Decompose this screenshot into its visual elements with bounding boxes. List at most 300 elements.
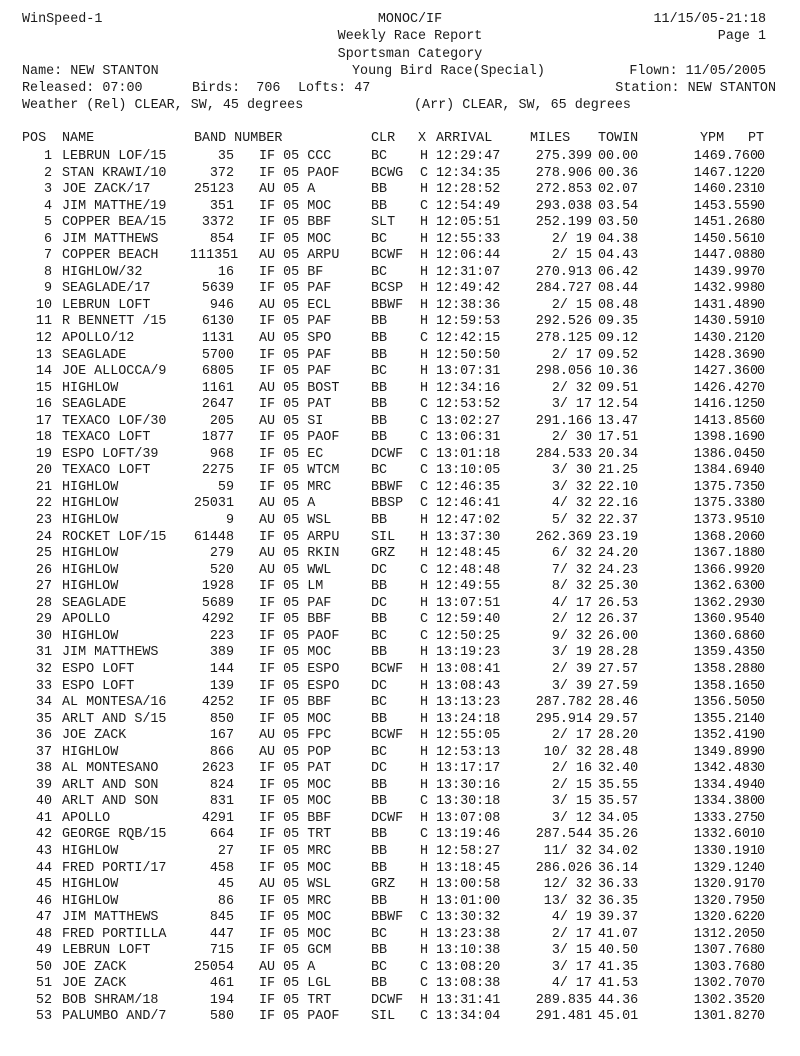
band-id-cell: IF 05 PAOF: [259, 430, 340, 446]
band-id-cell: IF 05 PAF: [259, 347, 332, 363]
miles-cell: 284.727: [535, 281, 592, 297]
name-cell: HIGHLOW: [62, 579, 119, 595]
col-band-number: BAND NUMBER: [194, 131, 283, 146]
clr-cell: BCWF: [371, 661, 404, 677]
band-cell: 1928: [201, 579, 234, 595]
x-cell: H: [420, 595, 429, 611]
pos-cell: 16: [35, 397, 52, 413]
towin-cell: 09.35: [598, 314, 639, 330]
pt-cell: 0: [757, 182, 766, 198]
towin-cell: 03.54: [598, 198, 639, 214]
pt-cell: 0: [757, 695, 766, 711]
arrival-cell: 13:07:31: [436, 364, 501, 380]
band-cell: 845: [209, 910, 234, 926]
arrival-cell: 12:50:50: [436, 347, 501, 363]
pos-cell: 4: [43, 198, 52, 214]
flown-date: Flown: 11/05/2005: [629, 64, 766, 79]
clr-cell: BB: [371, 198, 388, 214]
name-cell: HIGHLOW: [62, 562, 119, 578]
ypm-cell: 1303.768: [693, 959, 758, 975]
miles-cell: 284.533: [535, 446, 592, 462]
pt-cell: 0: [757, 397, 766, 413]
ypm-cell: 1386.045: [693, 446, 758, 462]
band-id-cell: IF 05 LM: [259, 579, 324, 595]
arrival-cell: 12:58:27: [436, 843, 501, 859]
band-id-cell: AU 05 A: [259, 496, 316, 512]
miles-cell: 7/ 32: [551, 562, 592, 578]
name-cell: LEBRUN LOF/15: [62, 149, 167, 164]
miles-cell: 3/ 12: [551, 810, 592, 826]
clr-cell: BB: [371, 430, 388, 446]
towin-cell: 32.40: [598, 761, 639, 777]
clr-cell: BB: [371, 380, 388, 396]
pt-cell: 0: [757, 297, 766, 313]
band-cell: 144: [209, 661, 234, 677]
race-type: Young Bird Race(Special): [352, 64, 545, 79]
table-row: [0, 910, 800, 927]
pos-cell: 36: [35, 728, 52, 744]
table-row: [0, 348, 800, 365]
weather-release: Weather (Rel) CLEAR, SW, 45 degrees: [22, 98, 304, 113]
pt-cell: 0: [757, 810, 766, 826]
x-cell: H: [420, 347, 429, 363]
ypm-cell: 1302.707: [693, 976, 758, 992]
x-cell: H: [420, 761, 429, 777]
band-id-cell: IF 05 LGL: [259, 976, 332, 992]
arrival-cell: 13:10:38: [436, 943, 501, 959]
pos-cell: 52: [35, 992, 52, 1008]
band-cell: 824: [209, 777, 234, 793]
table-row: [0, 596, 800, 613]
band-id-cell: IF 05 MRC: [259, 843, 332, 859]
band-id-cell: IF 05 PAF: [259, 364, 332, 380]
miles-cell: 3/ 17: [551, 397, 592, 413]
band-cell: 4252: [201, 695, 234, 711]
pt-cell: 0: [757, 959, 766, 975]
ypm-cell: 1359.435: [693, 645, 758, 661]
arrival-cell: 13:23:38: [436, 926, 501, 942]
table-row: [0, 927, 800, 944]
x-cell: H: [420, 264, 429, 280]
pt-cell: 0: [757, 331, 766, 347]
ypm-cell: 1342.483: [693, 761, 758, 777]
arrival-cell: 12:34:16: [436, 380, 501, 396]
miles-cell: 3/ 15: [551, 794, 592, 810]
pt-cell: 0: [757, 645, 766, 661]
ypm-cell: 1430.591: [693, 314, 758, 330]
table-row: [0, 496, 800, 513]
name-cell: ESPO LOFT/39: [62, 446, 159, 462]
x-cell: C: [420, 413, 429, 429]
miles-cell: 275.399: [535, 149, 592, 164]
station-name: Station: NEW STANTON: [615, 81, 776, 96]
pos-cell: 19: [35, 446, 52, 462]
pos-cell: 51: [35, 976, 52, 992]
pt-cell: 0: [757, 877, 766, 893]
table-row: [0, 579, 800, 596]
towin-cell: 39.37: [598, 910, 639, 926]
results-table: [0, 149, 800, 1026]
towin-cell: 21.25: [598, 463, 639, 479]
miles-cell: 10/ 32: [543, 744, 592, 760]
miles-cell: 2/ 17: [551, 926, 592, 942]
arrival-cell: 12:48:48: [436, 562, 501, 578]
clr-cell: BBSP: [371, 496, 404, 512]
towin-cell: 41.07: [598, 926, 639, 942]
name-cell: ARLT AND S/15: [62, 711, 167, 727]
ypm-cell: 1469.760: [693, 149, 758, 164]
col-pos: POS: [22, 131, 47, 146]
table-row: [0, 861, 800, 878]
towin-cell: 08.44: [598, 281, 639, 297]
miles-cell: 2/ 32: [551, 380, 592, 396]
col-towin: TOWIN: [598, 131, 639, 146]
table-row: [0, 397, 800, 414]
pt-cell: 0: [757, 380, 766, 396]
towin-cell: 25.30: [598, 579, 639, 595]
clr-cell: BBWF: [371, 479, 404, 495]
table-row: [0, 281, 800, 298]
pos-cell: 44: [35, 860, 52, 876]
pt-cell: 0: [757, 761, 766, 777]
pos-cell: 27: [35, 579, 52, 595]
x-cell: C: [420, 628, 429, 644]
miles-cell: 298.056: [535, 364, 592, 380]
towin-cell: 22.37: [598, 513, 639, 529]
x-cell: H: [420, 149, 429, 164]
band-id-cell: IF 05 BBF: [259, 612, 332, 628]
name-cell: HIGHLOW: [62, 893, 119, 909]
table-row: [0, 199, 800, 216]
clr-cell: BB: [371, 893, 388, 909]
name-cell: TEXACO LOF/30: [62, 413, 167, 429]
clr-cell: BB: [371, 794, 388, 810]
band-cell: 389: [209, 645, 234, 661]
x-cell: C: [420, 198, 429, 214]
ypm-cell: 1460.231: [693, 182, 758, 198]
band-cell: 223: [209, 628, 234, 644]
pos-cell: 42: [35, 827, 52, 843]
pos-cell: 6: [43, 231, 52, 247]
arrival-cell: 12:53:52: [436, 397, 501, 413]
band-cell: 447: [209, 926, 234, 942]
clr-cell: DCWF: [371, 992, 404, 1008]
towin-cell: 28.20: [598, 728, 639, 744]
clr-cell: DC: [371, 562, 388, 578]
towin-cell: 00.36: [598, 165, 639, 181]
ypm-cell: 1430.212: [693, 331, 758, 347]
pos-cell: 53: [35, 1009, 52, 1025]
arrival-cell: 13:06:31: [436, 430, 501, 446]
towin-cell: 08.48: [598, 297, 639, 313]
miles-cell: 293.038: [535, 198, 592, 214]
x-cell: H: [420, 926, 429, 942]
miles-cell: 3/ 19: [551, 645, 592, 661]
clr-cell: BB: [371, 860, 388, 876]
pt-cell: 0: [757, 231, 766, 247]
clr-cell: BC: [371, 959, 388, 975]
towin-cell: 22.10: [598, 479, 639, 495]
ypm-cell: 1451.268: [693, 215, 758, 231]
arrival-cell: 12:28:52: [436, 182, 501, 198]
pos-cell: 30: [35, 628, 52, 644]
table-row: [0, 215, 800, 232]
pt-cell: 0: [757, 976, 766, 992]
name-cell: GEORGE RQB/15: [62, 827, 167, 843]
pt-cell: 0: [757, 661, 766, 677]
towin-cell: 09.12: [598, 331, 639, 347]
x-cell: H: [420, 297, 429, 313]
name-cell: HIGHLOW: [62, 513, 119, 529]
clr-cell: DC: [371, 595, 388, 611]
band-id-cell: IF 05 BF: [259, 264, 324, 280]
miles-cell: 2/ 30: [551, 430, 592, 446]
band-cell: 1877: [201, 430, 234, 446]
towin-cell: 04.43: [598, 248, 639, 264]
band-id-cell: IF 05 BBF: [259, 810, 332, 826]
x-cell: H: [420, 810, 429, 826]
band-cell: 61448: [193, 529, 234, 545]
name-cell: ROCKET LOF/15: [62, 529, 167, 545]
x-cell: C: [420, 1009, 429, 1025]
band-cell: 6805: [201, 364, 234, 380]
pt-cell: 0: [757, 926, 766, 942]
clr-cell: BBWF: [371, 910, 404, 926]
name-cell: TEXACO LOFT: [62, 463, 151, 479]
pos-cell: 13: [35, 347, 52, 363]
ypm-cell: 1349.899: [693, 744, 758, 760]
arrival-cell: 12:49:55: [436, 579, 501, 595]
x-cell: H: [420, 231, 429, 247]
table-row: [0, 381, 800, 398]
towin-cell: 34.05: [598, 810, 639, 826]
table-row: [0, 976, 800, 993]
clr-cell: BB: [371, 711, 388, 727]
name-cell: JOE ZACK/17: [62, 182, 151, 198]
band-id-cell: AU 05 ECL: [259, 297, 332, 313]
ypm-cell: 1355.214: [693, 711, 758, 727]
pt-cell: 0: [757, 413, 766, 429]
arrival-cell: 13:30:16: [436, 777, 501, 793]
band-cell: 2623: [201, 761, 234, 777]
band-id-cell: AU 05 SPO: [259, 331, 332, 347]
ypm-cell: 1426.427: [693, 380, 758, 396]
ypm-cell: 1334.380: [693, 794, 758, 810]
table-row: [0, 695, 800, 712]
miles-cell: 291.166: [535, 413, 592, 429]
x-cell: C: [420, 331, 429, 347]
pos-cell: 43: [35, 843, 52, 859]
clr-cell: BC: [371, 231, 388, 247]
arrival-cell: 13:13:23: [436, 695, 501, 711]
miles-cell: 278.125: [535, 331, 592, 347]
ypm-cell: 1352.419: [693, 728, 758, 744]
name-cell: TEXACO LOFT: [62, 430, 151, 446]
ypm-cell: 1431.489: [693, 297, 758, 313]
table-row: [0, 480, 800, 497]
arrival-cell: 12:49:42: [436, 281, 501, 297]
band-cell: 831: [209, 794, 234, 810]
miles-cell: 272.853: [535, 182, 592, 198]
arrival-cell: 13:19:46: [436, 827, 501, 843]
band-id-cell: IF 05 MOC: [259, 910, 332, 926]
band-cell: 45: [217, 877, 234, 893]
band-id-cell: IF 05 PAT: [259, 397, 332, 413]
band-cell: 1161: [201, 380, 234, 396]
clr-cell: BC: [371, 926, 388, 942]
ypm-cell: 1362.630: [693, 579, 758, 595]
released-time: Released: 07:00: [22, 81, 143, 96]
col-miles: MILES: [530, 131, 571, 146]
band-cell: 3372: [201, 215, 234, 231]
band-id-cell: IF 05 MOC: [259, 777, 332, 793]
clr-cell: BC: [371, 744, 388, 760]
clr-cell: BB: [371, 331, 388, 347]
clr-cell: BC: [371, 695, 388, 711]
band-cell: 9: [225, 513, 234, 529]
x-cell: H: [420, 529, 429, 545]
clr-cell: BB: [371, 827, 388, 843]
table-row: [0, 745, 800, 762]
name-cell: ESPO LOFT: [62, 661, 135, 677]
pos-cell: 26: [35, 562, 52, 578]
x-cell: H: [420, 893, 429, 909]
table-row: [0, 844, 800, 861]
towin-cell: 26.00: [598, 628, 639, 644]
band-cell: 167: [209, 728, 234, 744]
pos-cell: 46: [35, 893, 52, 909]
band-id-cell: IF 05 MOC: [259, 645, 332, 661]
band-id-cell: IF 05 BBF: [259, 215, 332, 231]
x-cell: H: [420, 364, 429, 380]
towin-cell: 27.57: [598, 661, 639, 677]
x-cell: H: [420, 678, 429, 694]
name-cell: HIGHLOW: [62, 628, 119, 644]
pt-cell: 0: [757, 612, 766, 628]
clr-cell: BC: [371, 628, 388, 644]
miles-cell: 13/ 32: [543, 893, 592, 909]
arrival-cell: 12:59:40: [436, 612, 501, 628]
name-cell: SEAGLADE: [62, 397, 127, 413]
band-id-cell: AU 05 RKIN: [259, 546, 340, 562]
pt-cell: 0: [757, 446, 766, 462]
clr-cell: DC: [371, 678, 388, 694]
band-id-cell: IF 05 MOC: [259, 198, 332, 214]
band-id-cell: IF 05 PAT: [259, 761, 332, 777]
arrival-cell: 13:07:08: [436, 810, 501, 826]
pos-cell: 35: [35, 711, 52, 727]
miles-cell: 4/ 17: [551, 976, 592, 992]
arrival-cell: 12:59:53: [436, 314, 501, 330]
ypm-cell: 1332.601: [693, 827, 758, 843]
miles-cell: 2/ 15: [551, 297, 592, 313]
ypm-cell: 1375.735: [693, 479, 758, 495]
col-arrival: ARRIVAL: [436, 131, 493, 146]
lofts-count: Lofts: 47: [298, 81, 371, 96]
name-cell: AL MONTESA/16: [62, 695, 167, 711]
table-row: [0, 645, 800, 662]
table-row: [0, 993, 800, 1010]
band-cell: 139: [209, 678, 234, 694]
col-name: NAME: [62, 131, 95, 146]
name-cell: STAN KRAWI/10: [62, 165, 167, 181]
pt-cell: 0: [757, 264, 766, 280]
name-cell: LEBRUN LOFT: [62, 297, 151, 313]
pt-cell: 0: [757, 728, 766, 744]
name-cell: HIGHLOW: [62, 843, 119, 859]
band-id-cell: IF 05 MOC: [259, 860, 332, 876]
pt-cell: 0: [757, 529, 766, 545]
band-id-cell: AU 05 ARPU: [259, 248, 340, 264]
arrival-cell: 13:24:18: [436, 711, 501, 727]
name-cell: HIGHLOW: [62, 877, 119, 893]
band-id-cell: IF 05 MOC: [259, 794, 332, 810]
name-cell: BOB SHRAM/18: [62, 992, 159, 1008]
pt-cell: 0: [757, 595, 766, 611]
towin-cell: 27.59: [598, 678, 639, 694]
pos-cell: 9: [43, 281, 52, 297]
clr-cell: BC: [371, 364, 388, 380]
table-row: [0, 513, 800, 530]
band-id-cell: IF 05 TRT: [259, 992, 332, 1008]
pos-cell: 29: [35, 612, 52, 628]
ypm-cell: 1330.191: [693, 843, 758, 859]
pos-cell: 17: [35, 413, 52, 429]
band-id-cell: IF 05 PAOF: [259, 628, 340, 644]
miles-cell: 3/ 39: [551, 678, 592, 694]
arrival-cell: 12:48:45: [436, 546, 501, 562]
table-row: [0, 364, 800, 381]
ypm-cell: 1368.206: [693, 529, 758, 545]
col-pt: PT: [748, 131, 765, 146]
name-cell: HIGHLOW: [62, 546, 119, 562]
table-row: [0, 248, 800, 265]
ypm-cell: 1320.795: [693, 893, 758, 909]
name-cell: JOE ALLOCCA/9: [62, 364, 167, 380]
pos-cell: 39: [35, 777, 52, 793]
towin-cell: 09.51: [598, 380, 639, 396]
program-name: WinSpeed-1: [22, 12, 103, 27]
name-cell: HIGHLOW/32: [62, 264, 143, 280]
x-cell: H: [420, 695, 429, 711]
clr-cell: BB: [371, 413, 388, 429]
towin-cell: 41.35: [598, 959, 639, 975]
pt-cell: 0: [757, 463, 766, 479]
arrival-cell: 12:55:33: [436, 231, 501, 247]
x-cell: H: [420, 711, 429, 727]
name-cell: SEAGLADE: [62, 347, 127, 363]
arrival-cell: 12:46:41: [436, 496, 501, 512]
arrival-cell: 12:29:47: [436, 149, 501, 164]
ypm-cell: 1333.275: [693, 810, 758, 826]
band-id-cell: IF 05 MOC: [259, 711, 332, 727]
name-cell: ESPO LOFT: [62, 678, 135, 694]
band-cell: 854: [209, 231, 234, 247]
band-cell: 866: [209, 744, 234, 760]
pos-cell: 10: [35, 297, 52, 313]
arrival-cell: 13:31:41: [436, 992, 501, 1008]
x-cell: C: [420, 496, 429, 512]
name-cell: COPPER BEA/15: [62, 215, 167, 231]
table-row: [0, 232, 800, 249]
miles-cell: 12/ 32: [543, 877, 592, 893]
clr-cell: BB: [371, 513, 388, 529]
ypm-cell: 1302.352: [693, 992, 758, 1008]
band-cell: 111351: [190, 248, 239, 264]
pt-cell: 0: [757, 149, 766, 164]
ypm-cell: 1360.954: [693, 612, 758, 628]
towin-cell: 36.33: [598, 877, 639, 893]
